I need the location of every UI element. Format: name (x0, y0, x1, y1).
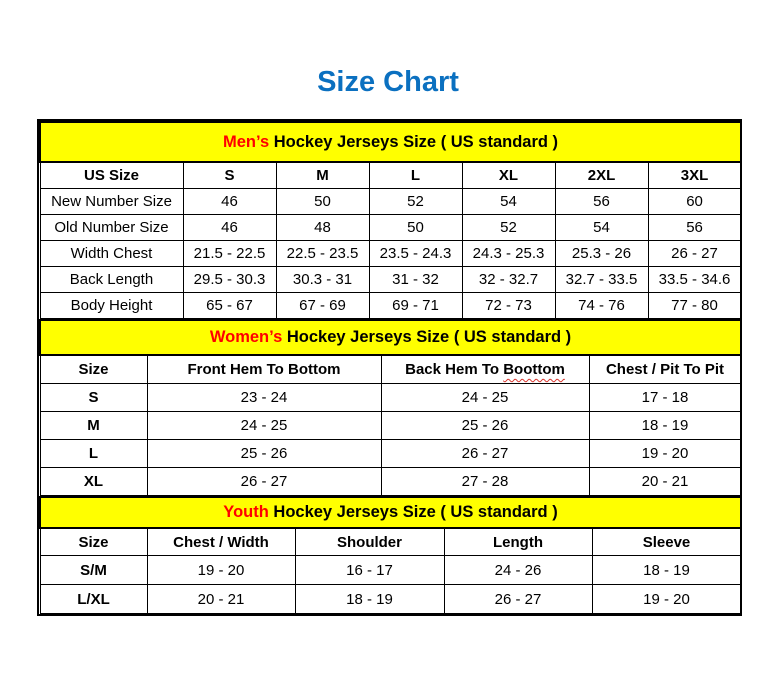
size-value-cell: 29.5 - 30.3 (183, 267, 276, 293)
mens-section-title (40, 122, 741, 162)
youth-size-table (39, 496, 742, 614)
size-value-cell: 21.5 - 22.5 (183, 241, 276, 267)
size-value-cell: 50 (369, 215, 462, 241)
row-label-cell: Width Chest (40, 241, 183, 267)
size-value-cell: 32.7 - 33.5 (555, 267, 648, 293)
row-label-cell: M (40, 412, 147, 440)
table-row (40, 412, 741, 440)
table-row (40, 267, 741, 293)
size-chart-frame (37, 119, 742, 616)
row-label-cell: Body Height (40, 293, 183, 319)
size-value-cell: 24 - 25 (147, 412, 381, 440)
table-row (40, 384, 741, 412)
column-header: 3XL (648, 162, 741, 189)
size-value-cell: 52 (369, 189, 462, 215)
column-header: Sleeve (592, 528, 741, 556)
table-row (40, 585, 741, 614)
size-value-cell: 25 - 26 (147, 440, 381, 468)
table-row (40, 215, 741, 241)
size-value-cell: 54 (555, 215, 648, 241)
column-header: Front Hem To Bottom (147, 355, 381, 384)
size-value-cell: 54 (462, 189, 555, 215)
column-header: L (369, 162, 462, 189)
size-value-cell: 20 - 21 (589, 468, 741, 496)
column-header: Size (40, 355, 147, 384)
size-value-cell: 65 - 67 (183, 293, 276, 319)
row-label-cell: Back Length (40, 267, 183, 293)
column-header (381, 355, 589, 384)
womens-size-table (39, 319, 742, 496)
size-value-cell: 46 (183, 215, 276, 241)
size-value-cell: 23.5 - 24.3 (369, 241, 462, 267)
size-value-cell: 26 - 27 (147, 468, 381, 496)
youth-header-row (40, 528, 741, 556)
size-value-cell: 25.3 - 26 (555, 241, 648, 267)
column-header: Length (444, 528, 592, 556)
size-value-cell: 19 - 20 (592, 585, 741, 614)
size-value-cell: 26 - 27 (648, 241, 741, 267)
size-value-cell: 56 (648, 215, 741, 241)
size-value-cell: 18 - 19 (592, 556, 741, 585)
size-value-cell: 74 - 76 (555, 293, 648, 319)
size-value-cell: 33.5 - 34.6 (648, 267, 741, 293)
mens-section-band (40, 122, 741, 162)
size-value-cell: 31 - 32 (369, 267, 462, 293)
size-value-cell: 46 (183, 189, 276, 215)
size-value-cell: 77 - 80 (648, 293, 741, 319)
size-value-cell: 56 (555, 189, 648, 215)
size-value-cell: 16 - 17 (295, 556, 444, 585)
row-label-cell: Old Number Size (40, 215, 183, 241)
size-value-cell: 26 - 27 (381, 440, 589, 468)
womens-accent-label: Women’s (209, 328, 283, 346)
size-value-cell: 24 - 25 (381, 384, 589, 412)
row-label-cell: New Number Size (40, 189, 183, 215)
size-value-cell: 18 - 19 (589, 412, 741, 440)
size-value-cell: 60 (648, 189, 741, 215)
table-row (40, 241, 741, 267)
column-header: 2XL (555, 162, 648, 189)
size-value-cell: 24 - 26 (444, 556, 592, 585)
size-value-cell: 17 - 18 (589, 384, 741, 412)
column-header: M (276, 162, 369, 189)
column-header: S (183, 162, 276, 189)
column-header: Chest / Width (147, 528, 295, 556)
size-value-cell: 52 (462, 215, 555, 241)
size-value-cell: 25 - 26 (381, 412, 589, 440)
back-hem-misspelled-word: Boottom (503, 361, 565, 378)
size-value-cell: 72 - 73 (462, 293, 555, 319)
row-label-cell: S/M (40, 556, 147, 585)
column-header: US Size (40, 162, 183, 189)
size-value-cell: 48 (276, 215, 369, 241)
womens-section-band (40, 320, 741, 355)
womens-section-title (40, 320, 741, 355)
table-row (40, 440, 741, 468)
table-row (40, 468, 741, 496)
size-value-cell: 50 (276, 189, 369, 215)
row-label-cell: L/XL (40, 585, 147, 614)
column-header: Shoulder (295, 528, 444, 556)
column-header: Chest / Pit To Pit (589, 355, 741, 384)
page-title: Size Chart (317, 66, 459, 98)
youth-title-rest: Hockey Jerseys Size ( US standard ) (268, 503, 558, 521)
mens-title-rest: Hockey Jerseys Size ( US standard ) (269, 132, 559, 151)
table-row (40, 556, 741, 585)
mens-accent-label: Men’s (223, 132, 270, 151)
table-row (40, 189, 741, 215)
size-value-cell: 32 - 32.7 (462, 267, 555, 293)
size-value-cell: 19 - 20 (147, 556, 295, 585)
size-value-cell: 27 - 28 (381, 468, 589, 496)
size-value-cell: 67 - 69 (276, 293, 369, 319)
size-value-cell: 69 - 71 (369, 293, 462, 319)
size-value-cell: 19 - 20 (589, 440, 741, 468)
size-value-cell: 26 - 27 (444, 585, 592, 614)
row-label-cell: S (40, 384, 147, 412)
column-header: Size (40, 528, 147, 556)
table-row (40, 293, 741, 319)
row-label-cell: XL (40, 468, 147, 496)
womens-title-rest: Hockey Jerseys Size ( US standard ) (282, 328, 572, 346)
size-value-cell: 18 - 19 (295, 585, 444, 614)
size-value-cell: 30.3 - 31 (276, 267, 369, 293)
size-value-cell: 24.3 - 25.3 (462, 241, 555, 267)
mens-size-table (39, 121, 742, 319)
column-header: XL (462, 162, 555, 189)
size-value-cell: 22.5 - 23.5 (276, 241, 369, 267)
mens-header-row (40, 162, 741, 189)
youth-accent-label: Youth (223, 503, 269, 521)
youth-section-band (40, 497, 741, 528)
womens-header-row (40, 355, 741, 384)
youth-section-title (40, 497, 741, 528)
row-label-cell: L (40, 440, 147, 468)
size-value-cell: 23 - 24 (147, 384, 381, 412)
size-value-cell: 20 - 21 (147, 585, 295, 614)
back-hem-prefix: Back Hem To (405, 361, 504, 378)
